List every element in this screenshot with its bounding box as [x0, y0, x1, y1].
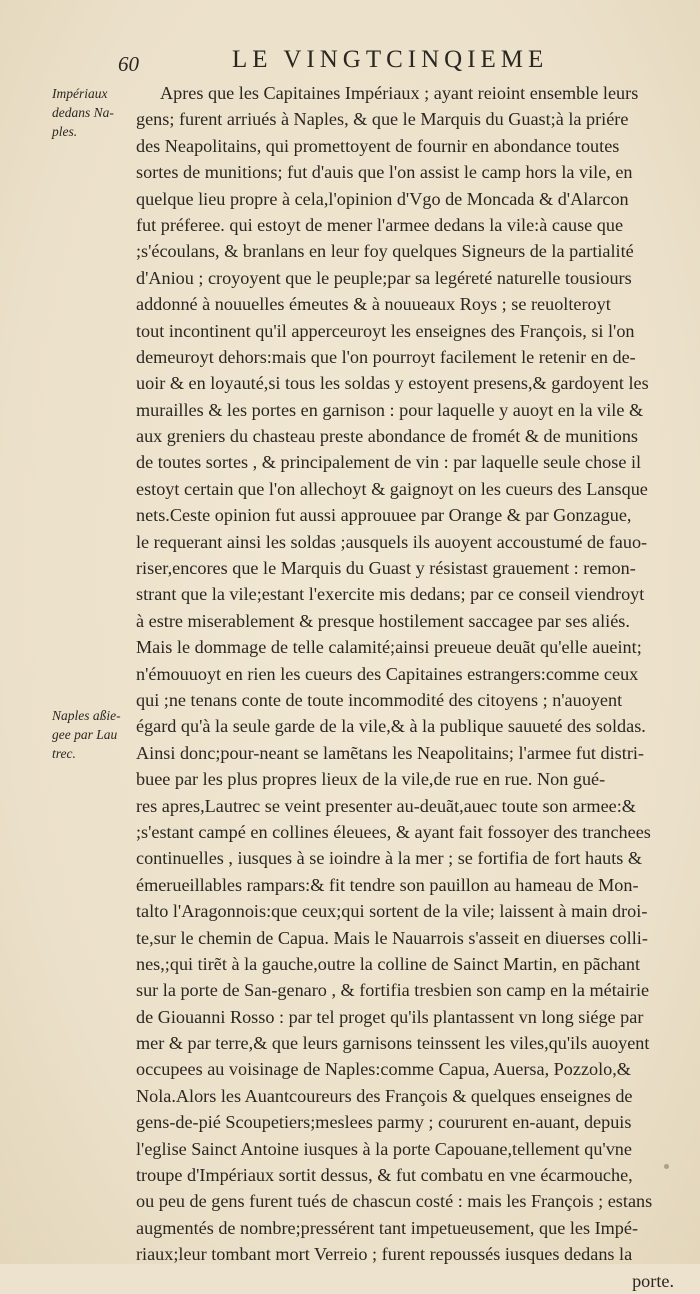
- text-line: augmentés de nombre;pressérent tant impetueusement, que les Impé-: [136, 1217, 639, 1238]
- text-line: troupe d'Impériaux sortit dessus, & fut combatu en vne écarmouche,: [136, 1165, 633, 1186]
- text-line: strant que la vile;estant l'exercite mis dedans; par ce conseil viendroyt: [136, 584, 645, 605]
- text-line: occupees au voisinage de Naples:comme Capua, Auersa, Pozzolo,&: [136, 1059, 631, 1080]
- text-line: Apres que les Capitaines Impériaux ; ayant reioint ensemble leurs: [160, 83, 639, 103]
- text-line: émerueillables rampars:& fit tendre son pauillon au hameau de Mon-: [136, 874, 639, 895]
- body-text: [136, 80, 684, 1294]
- text-line: d'Aniou ; croyoyent que le peuple;par sa legéreté naturelle tousiours: [136, 267, 632, 288]
- text-line: demeuroyt dehors:mais que l'on pourroyt facilement le retenir en de-: [136, 346, 636, 367]
- text-line: qui ;ne tenans conte de toute incommodité des citoyens ; n'auoyent: [136, 689, 623, 710]
- page-header: [112, 46, 632, 80]
- text-line: de Giouanni Rosso : par tel proget qu'ils plantassent vn long siége par: [136, 1006, 644, 1027]
- text-line: fut préferee. qui estoyt de mener l'armee dedans la vile:à cause que: [136, 214, 624, 235]
- margin-note-naples-assiegee: [52, 706, 136, 763]
- text-line: talto l'Aragonnois:que ceux;qui sortent de la vile; laissent à main droi-: [136, 901, 648, 922]
- text-line: res apres,Lautrec se veint presenter au-deuãt,auec toute son armee:&: [136, 795, 636, 816]
- text-line: des Neapolitains, qui promettoyent de fournir en abondance toutes: [136, 135, 620, 156]
- text-line: buee par les plus propres lieux de la vile,de rue en rue. Non gué-: [136, 769, 606, 790]
- text-line: sortes de munitions; fut d'auis que l'on assist le camp hors la vile, en: [136, 162, 633, 183]
- text-line: n'émouuoyt en rien les cueurs des Capitaines estrangers:comme ceux: [136, 663, 639, 684]
- text-line: estoyt certain que l'on allechoyt & gaignoyt on les cueurs des Lansque: [136, 478, 648, 499]
- text-line: riser,encores que le Marquis du Guast y résistast grauement : remon-: [136, 558, 636, 579]
- text-line: Mais le dommage de telle calamité;ainsi preueue deuãt qu'elle aueint;: [136, 637, 642, 658]
- text-line: mer & par terre,& que leurs garnisons teinssent les viles,qu'ils auoyent: [136, 1033, 650, 1054]
- text-line: Nola.Alors les Auantcoureurs des François & quelques enseignes de: [136, 1085, 633, 1106]
- text-line: gens-de-pié Scoupetiers;meslees parmy ; coururent en-auant, depuis: [136, 1112, 632, 1133]
- text-line: nes,;qui tirẽt à la gauche,outre la colline de Sainct Martin, en pãchant: [136, 953, 641, 974]
- text-line: ;s'écoulans, & branlans en leur foy quelques Signeurs de la partialité: [136, 241, 634, 262]
- text-line: l'eglise Sainct Antoine iusques à la porte Capouane,tellement qu'vne: [136, 1138, 632, 1159]
- text-line: quelque lieu propre à cela,l'opinion d'Vgo de Moncada & d'Alarcon: [136, 188, 629, 209]
- ink-speck: [664, 1164, 669, 1169]
- margin-note-imperiaux: [52, 84, 136, 141]
- margin-note-line: ples.: [52, 124, 78, 139]
- text-line: aux greniers du chasteau preste abondance de fromét & de munitions: [136, 426, 639, 447]
- text-line: porte.: [632, 1270, 674, 1291]
- text-line: tout incontinent qu'il apperceuroyt les enseignes des François, si l'on: [136, 320, 635, 341]
- text-line: te,sur le chemin de Capua. Mais le Nauarrois s'asseit en diuerses colli-: [136, 927, 648, 948]
- margin-note-line: Impériaux: [52, 86, 108, 101]
- margin-note-line: gee par Lau: [52, 727, 118, 742]
- text-line: ou peu de gens furent tués de chascun costé : mais les François ; estans: [136, 1191, 653, 1212]
- text-line: sur la porte de San-genaro , & fortifia tresbien son camp en la métairie: [136, 980, 650, 1001]
- text-line: uoir & en loyauté,si tous les soldas y estoyent presens,& gardoyent les: [136, 373, 649, 394]
- text-line: gens; furent arriués à Naples, & que le Marquis du Guast;à la priére: [136, 109, 629, 130]
- text-line: Ainsi donc;pour-neant se lamẽtans les Neapolitains; l'armee fut distri-: [136, 742, 644, 763]
- margin-note-line: dedans Na-: [52, 105, 114, 120]
- margin-note-line: Naples aßie-: [52, 708, 121, 723]
- margin-note-line: trec.: [52, 746, 76, 761]
- text-line: de toutes sortes , & principalement de vin : par laquelle seule chose il: [136, 452, 642, 473]
- running-head: LE VINGTCINQIEME: [232, 46, 549, 73]
- text-line: riaux;leur tombant mort Verreio ; furent repoussés iusques dedans la: [136, 1244, 633, 1265]
- text-line: nets.Ceste opinion fut aussi approuuee par Orange & par Gonzague,: [136, 505, 632, 526]
- text-line: murailles & les portes en garnison : pour laquelle y auoyt en la vile &: [136, 399, 644, 420]
- text-line: ;s'estant campé en collines éleuees, & ayant fait fossoyer des tranchees: [136, 821, 651, 842]
- text-line: le requerant ainsi les soldas ;ausquels ils auoyent accoustumé de fauo-: [136, 531, 648, 552]
- page-number: 60: [118, 52, 139, 76]
- text-line: addonné à nouuelles émeutes & à nouueaux Roys ; se reuolteroyt: [136, 294, 611, 315]
- text-line: égard qu'à la seule garde de la vile,& à la publique sauueté des soldas.: [136, 716, 646, 737]
- text-line: à estre miserablement & presque hostilement saccagee par ses aliés.: [136, 610, 630, 631]
- text-line: continuelles , iusques à se ioindre à la mer ; se fortifia de fort hauts &: [136, 848, 643, 869]
